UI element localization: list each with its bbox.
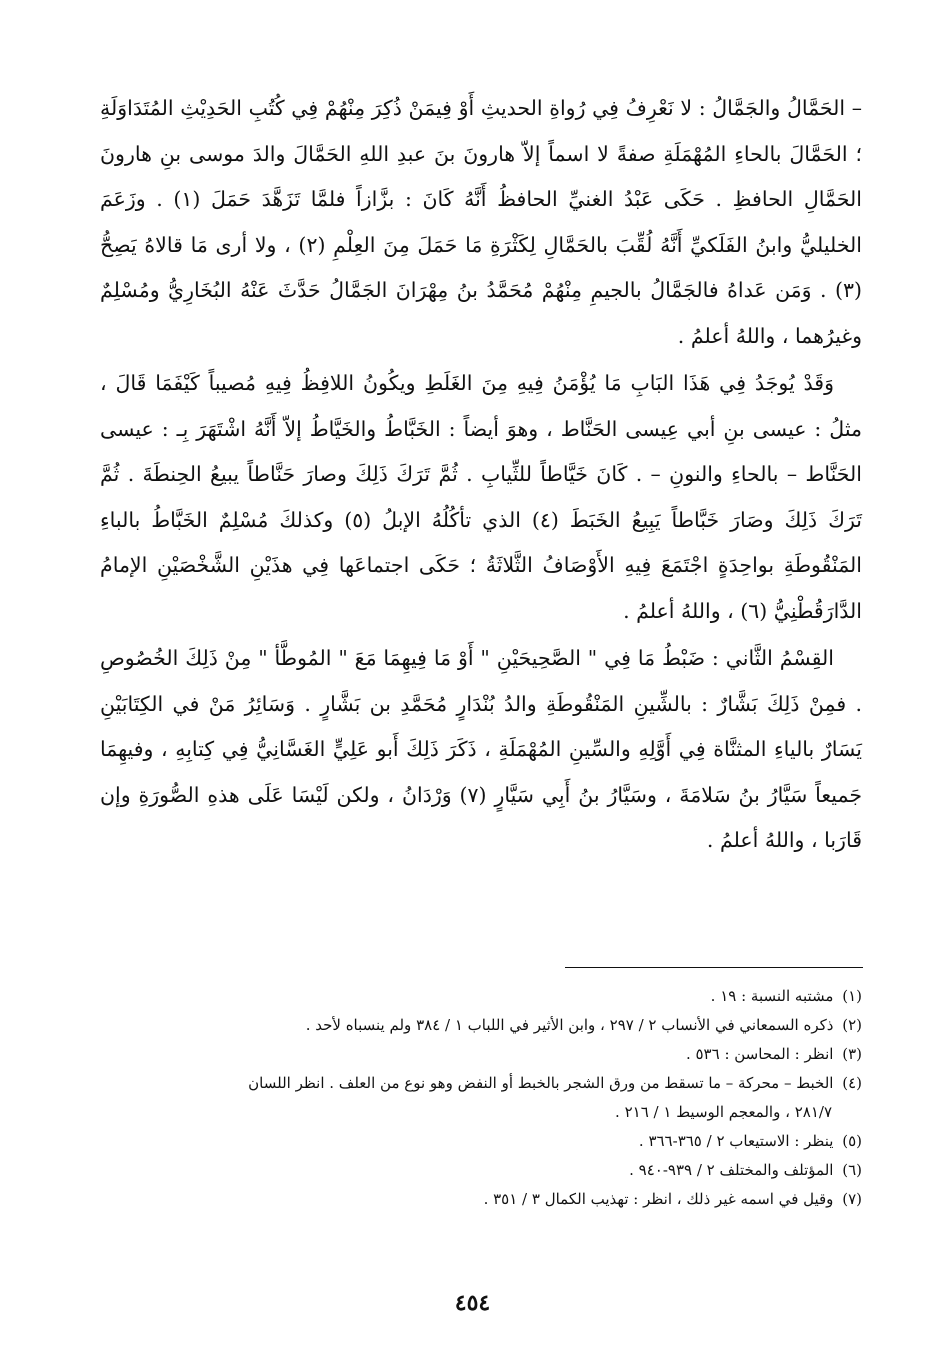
footnote-number: (١) <box>842 987 862 1005</box>
footnote-3 <box>100 1040 862 1069</box>
paragraph-3: القِسْمُ الثَّاني : ضَبْطُ مَا فِي " الصَّحِيحَيْنِ " أَوْ مَا فِيهِمَا مَعَ " المُوطَّأ " مِنْ ذَلِكَ الخُصُوصِ . فمِنْ ذَلِكَ بَشَّارٌ : بالشِّينِ المَنْقُوطَةِ والدُ بُنْدَارٍ مُحَمَّدِ بن بَشَّارٍ . وَسَائِرُ مَنْ في الكِتَابَيْنِ يَسَارٌ بالياءِ المثنَّاة فِي أَوَّلِهِ والسِّينِ المُهْمَلَةِ ، ذَكَرَ ذَلِكَ أَبو عَلِيٍّ الغَسَّانِيُّ فِي كِتابِهِ ، وفيهِمَا جَميعاً سَيَّارُ بنُ سَلامَةَ ، وسَيَّارُ بنُ أَبِي سَيَّارٍ (٧) وَرْدَانُ ، ولكن لَيْسَا عَلَى هذهِ الصُّورَةِ وإن قَارَبا ، واللهُ أعلمُ . <box>100 646 862 852</box>
footnote-text: المؤتلف والمختلف ٢ / ٩٣٩-٩٤٠ . <box>629 1161 834 1179</box>
footnote-text: الخبط – محركة – ما تسقط من ورق الشجر بالخبط أو النفض وهو نوع من العلف . انظر اللسان <box>248 1074 834 1092</box>
footnote-1 <box>100 982 862 1011</box>
paragraph-2: وَقَدْ يُوجَدُ فِي هَذَا البَابِ مَا يُؤْمَنُ فِيهِ مِنَ الغَلَطِ ويكُونُ اللافِظُ فِيهِ مُصيباً كَيْفَمَا قَالَ ، مثلُ : عيسى بنِ أبي عِيسى الحَنَّاط ، وهوَ أيضاً : الخَبَّاطُ والخَيَّاطُ إلاّ أَنَّهُ اشْتَهَرَ بِـ : عيسى الحَنَّاط – بالحاءِ والنونِ – . كَانَ خَيَّاطاً للثِّيابِ . ثُمَّ تَرَكَ ذَلِكَ وصارَ حَنَّاطاً يبيعُ الحِنطَةَ . ثُمَّ تَرَكَ ذَلِكَ وصَارَ خَبَّاطاً يَبِيعُ الخَبَطَ (٤) الذي تأكُلُهُ الإبلُ (٥) وكذلكَ مُسْلِمٌ الخَبَّاطُ بالباءِ المَنْقُوطَةِ بواحِدَةٍ اجْتَمَعَ فِيهِ الأَوْصَافُ الثَّلاثَةُ ؛ حَكَى اجتماعَها فِي هذَيْنِ الشَّخْصَيْنِ الإمامُ الدَّارَقُطْنِيُّ (٦) ، واللهُ أعلمُ . <box>100 371 862 623</box>
page-number: ٤٥٤ <box>454 1290 491 1316</box>
footnote-4-continuation: ٢٨١/٧ ، والمعجم الوسيط ١ / ٢١٦ . <box>615 1103 832 1121</box>
footnote-6 <box>100 1156 862 1185</box>
footnote-number: (٤) <box>842 1074 862 1092</box>
footnote-2 <box>100 1011 862 1040</box>
footnote-number: (٥) <box>842 1132 862 1150</box>
footnote-text: انظر : المحاسن : ٥٣٦ . <box>685 1045 834 1063</box>
footnote-separator <box>565 967 863 968</box>
footnotes <box>100 982 862 1214</box>
footnote-7 <box>100 1185 862 1214</box>
footnote-4 <box>100 1069 862 1098</box>
footnote-number: (٢) <box>842 1016 862 1034</box>
footnote-number: (٦) <box>842 1161 862 1179</box>
footnote-text: وقيل في اسمه غير ذلك ، انظر : تهذيب الكمال ٣ / ٣٥١ . <box>483 1190 834 1208</box>
footnote-number: (٧) <box>842 1190 862 1208</box>
main-text <box>100 86 862 864</box>
footnote-5 <box>100 1127 862 1156</box>
paragraph-1: – الحَمَّالُ والجَمَّالُ : لا نَعْرِفُ فِي رُواةِ الحديثِ أَوْ فِيمَنْ ذُكِرَ مِنْهُمْ فِي كُتُبِ الحَدِيْثِ المُتَدَاوَلَةِ ؛ الحَمَّالَ بالحاءِ المُهْمَلَةِ صفةً لا اسماً إلاّ هارونَ بنَ عبدِ اللهِ الحَمَّالَ والدَ موسى بنِ هارونَ الحَمَّالِ الحافظِ . حَكَى عَبْدُ الغنيِّ الحافظُ أَنَّهُ كَانَ : بزَّازاً فلمَّا تَزَهَّدَ حَمَلَ (١) . وزَعَمَ الخليليُّ وابنُ الفَلَكيِّ أَنَّهُ لُقِّبَ بالحَمَّالِ لِكَثْرَةِ مَا حَمَلَ مِنَ العِلْمِ (٢) ، ولا أرى مَا قالاهُ يَصِحُّ (٣) . وَمَن عَداهُ فالجَمَّالُ بالجيمِ مِنْهُمْ مُحَمَّدُ بنُ مِهْرَانَ الجَمَّالُ حَدَّثَ عَنْهُ البُخَارِيُّ ومُسْلِمٌ وغيرُهما ، واللهُ أعلمُ . <box>100 96 862 348</box>
footnote-text: ينظر : الاستيعاب ٢ / ٣٦٥-٣٦٦ . <box>638 1132 834 1150</box>
footnote-number: (٣) <box>842 1045 862 1063</box>
footnote-text: مشتبه النسبة : ١٩ . <box>710 987 834 1005</box>
footnote-text: ذكره السمعاني في الأنساب ٢ / ٢٩٧ ، وابن الأثير في اللباب ١ / ٣٨٤ ولم ينسباه لأحد . <box>305 1016 834 1034</box>
